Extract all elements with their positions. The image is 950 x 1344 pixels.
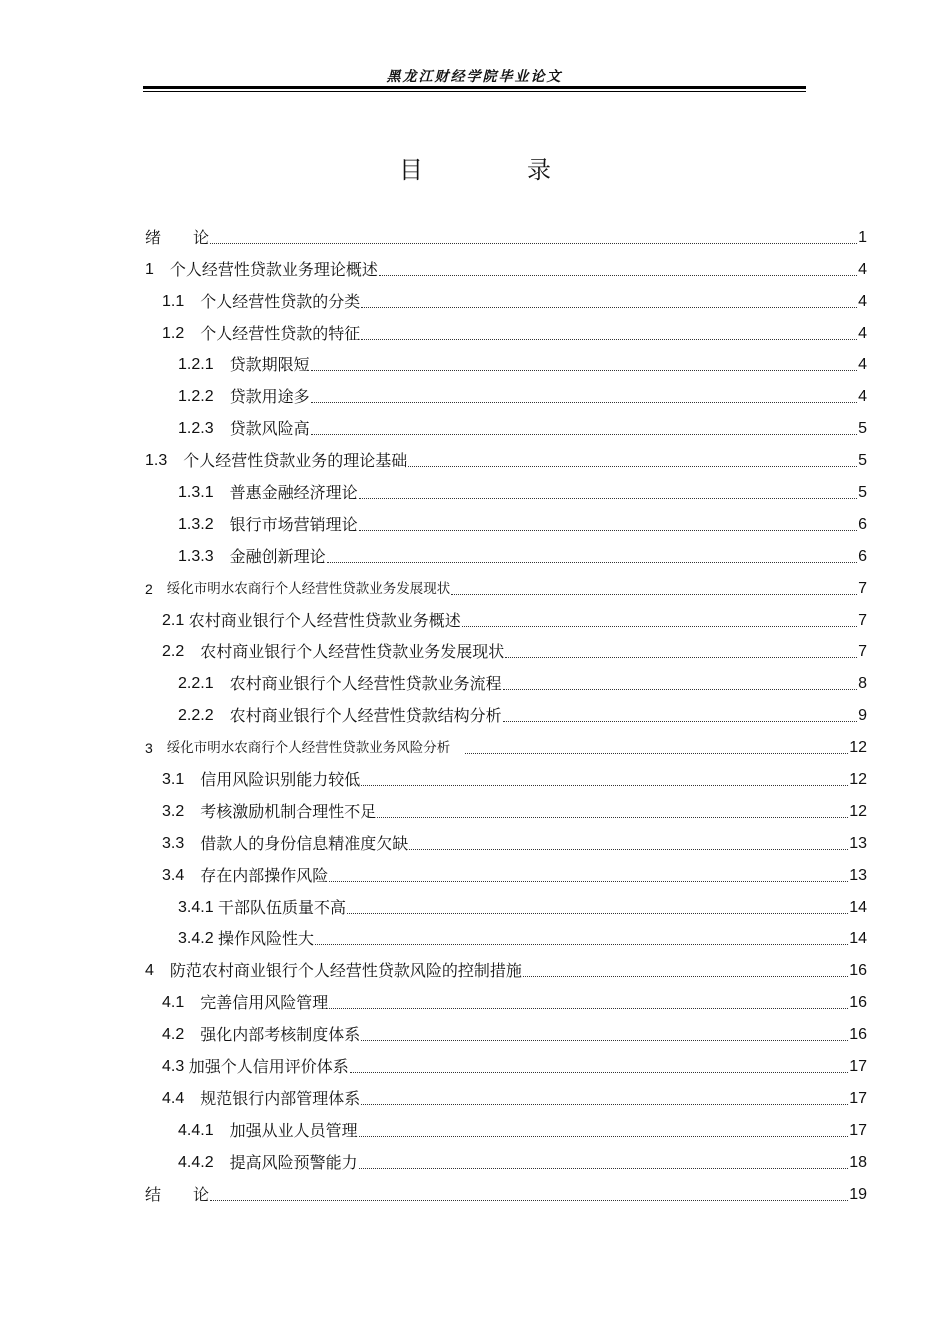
toc-dot-leader (361, 307, 857, 308)
toc-entry-title: 借款人的身份信息精准度欠缺 (200, 833, 409, 853)
toc-entry-page: 8 (858, 675, 867, 693)
toc-entry-number: 2.2.2 (178, 707, 230, 725)
toc-entry-title: 普惠金融经济理论 (229, 483, 358, 503)
toc-dot-leader (359, 530, 857, 531)
toc-entry-title: 个人经营性贷款业务理论概述 (169, 259, 378, 279)
toc-entry-number: 2.2 (162, 643, 201, 661)
toc-dot-leader (409, 849, 848, 850)
toc-entry-number: 1.2.1 (178, 356, 230, 374)
toc-entry-number: 3.4 (162, 866, 201, 884)
toc-entry[interactable] (145, 439, 867, 471)
toc-entry-page: 6 (858, 515, 867, 533)
toc-entry-number: 4 (145, 962, 170, 980)
toc-entry-title: 绥化市明水农商行个人经营性贷款业务风险分析 (166, 740, 464, 757)
toc-dot-leader (329, 1008, 848, 1009)
toc-entry-number: 4.4.1 (178, 1121, 230, 1139)
toc-entry-page: 16 (849, 994, 867, 1012)
toc-entry-title: 银行市场营销理论 (229, 514, 358, 534)
toc-entry-page: 13 (849, 866, 867, 884)
toc-entry-page: 4 (858, 388, 867, 406)
toc-entry-page: 4 (858, 356, 867, 374)
toc-entry-page: 19 (849, 1185, 867, 1203)
toc-entry[interactable] (145, 535, 867, 567)
toc-dot-leader (327, 562, 857, 563)
toc-entry[interactable] (145, 694, 867, 726)
toc-entry-title: 完善信用风险管理 (200, 993, 329, 1013)
toc-entry-number: 3.1 (162, 771, 201, 789)
toc-entry-title: 个人经营性贷款业务的理论基础 (183, 451, 408, 471)
toc-dot-leader (503, 721, 857, 722)
toc-title: 目 录 (399, 156, 591, 184)
toc-entry-title: 金融创新理论 (229, 546, 326, 566)
toc-entry-title: 农村商业银行个人经营性贷款结构分析 (229, 706, 502, 726)
toc-entry-page: 6 (858, 547, 867, 565)
toc-entry-title: 存在内部操作风险 (200, 865, 329, 885)
toc-entry[interactable] (145, 949, 867, 981)
toc-entry-title: 防范农村商业银行个人经营性贷款风险的控制措施 (169, 961, 522, 981)
toc-entry-number: 1.3.2 (178, 515, 230, 533)
toc-entry-number: 3.4.2 (178, 930, 219, 948)
toc-entry-page: 12 (849, 771, 867, 789)
toc-entry-number: 2.1 (162, 611, 189, 629)
toc-entry-number: 2 (145, 580, 167, 597)
toc-dot-leader (311, 370, 857, 371)
toc-dot-leader (359, 498, 857, 499)
toc-entry[interactable] (145, 1109, 867, 1141)
toc-entry-page: 5 (858, 452, 867, 470)
toc-dot-leader (451, 594, 857, 595)
toc-entry-title: 贷款风险高 (229, 419, 310, 439)
toc-dot-leader (523, 976, 848, 977)
toc-entry-title: 绪 论 (145, 227, 210, 247)
toc-dot-leader (361, 1104, 848, 1105)
toc-dot-leader (350, 1072, 849, 1073)
toc-entry-title: 规范银行内部管理体系 (200, 1088, 361, 1108)
toc-entry-title: 干部队伍质量不高 (218, 897, 347, 917)
toc-entry[interactable] (145, 758, 867, 790)
toc-dot-leader (377, 817, 848, 818)
toc-entry-number: 1.3.3 (178, 547, 230, 565)
toc-entry-page: 1 (858, 228, 867, 246)
toc-entry-number: 4.4 (162, 1089, 201, 1107)
toc-entry[interactable] (145, 726, 867, 758)
toc-dot-leader (210, 1200, 848, 1201)
toc-entry[interactable] (145, 471, 867, 503)
toc-entry[interactable] (145, 1045, 867, 1077)
table-of-contents (145, 216, 867, 1205)
toc-entry-page: 7 (858, 643, 867, 661)
toc-dot-leader (408, 466, 857, 467)
toc-entry-title: 加强个人信用评价体系 (188, 1057, 349, 1077)
toc-entry-page: 7 (858, 611, 867, 629)
toc-entry-title: 农村商业银行个人经营性贷款业务发展现状 (200, 642, 505, 662)
toc-entry-page: 5 (858, 484, 867, 502)
toc-dot-leader (465, 753, 848, 754)
toc-entry[interactable] (145, 407, 867, 439)
toc-entry[interactable] (145, 567, 867, 599)
toc-entry-page: 4 (858, 324, 867, 342)
toc-entry-title: 提高风险预警能力 (229, 1152, 358, 1172)
toc-dot-leader (505, 657, 857, 658)
toc-dot-leader (361, 1040, 848, 1041)
toc-entry-title: 农村商业银行个人经营性贷款业务概述 (188, 610, 461, 630)
toc-dot-leader (462, 626, 857, 627)
toc-entry-page: 5 (858, 420, 867, 438)
header-rule-thick (143, 86, 806, 89)
toc-entry[interactable] (145, 599, 867, 631)
toc-dot-leader (311, 434, 857, 435)
toc-entry-page: 16 (849, 1026, 867, 1044)
toc-entry[interactable] (145, 344, 867, 376)
toc-entry-page: 17 (849, 1089, 867, 1107)
toc-entry-page: 4 (858, 260, 867, 278)
toc-entry[interactable] (145, 854, 867, 886)
toc-dot-leader (311, 402, 857, 403)
toc-entry-number: 3.3 (162, 834, 201, 852)
toc-entry[interactable] (145, 1013, 867, 1045)
toc-entry-number: 2.2.1 (178, 675, 230, 693)
toc-entry-number: 1.2.2 (178, 388, 230, 406)
toc-entry-page: 9 (858, 707, 867, 725)
toc-entry-number: 4.1 (162, 994, 201, 1012)
toc-entry[interactable] (145, 1173, 867, 1205)
toc-entry-title: 信用风险识别能力较低 (200, 770, 361, 790)
toc-entry-page: 14 (849, 930, 867, 948)
toc-entry-number: 3.2 (162, 802, 201, 820)
running-header: 黑龙江财经学院毕业论文 (386, 69, 563, 85)
toc-entry[interactable] (145, 375, 867, 407)
header-rule-thin (143, 91, 806, 92)
toc-entry-page: 12 (849, 739, 867, 757)
toc-entry[interactable] (145, 216, 867, 248)
toc-entry-number: 1.1 (162, 292, 201, 310)
toc-entry-title: 绥化市明水农商行个人经营性贷款业务发展现状 (166, 580, 451, 597)
toc-dot-leader (359, 1136, 849, 1137)
toc-entry-page: 7 (858, 579, 867, 597)
toc-entry-page: 4 (858, 292, 867, 310)
toc-dot-leader (347, 913, 848, 914)
toc-entry[interactable] (145, 918, 867, 950)
toc-entry[interactable] (145, 280, 867, 312)
toc-entry-page: 17 (849, 1121, 867, 1139)
toc-entry-page: 18 (849, 1153, 867, 1171)
toc-dot-leader (329, 881, 848, 882)
toc-entry-number: 3.4.1 (178, 898, 219, 916)
toc-entry[interactable] (145, 981, 867, 1013)
toc-entry-title: 农村商业银行个人经营性贷款业务流程 (229, 674, 502, 694)
toc-entry-number: 1 (145, 260, 170, 278)
toc-dot-leader (361, 785, 848, 786)
toc-entry-title: 个人经营性贷款的特征 (200, 323, 361, 343)
toc-entry-page: 14 (849, 898, 867, 916)
toc-entry[interactable] (145, 503, 867, 535)
toc-entry-title: 结 论 (145, 1184, 210, 1204)
toc-entry[interactable] (145, 631, 867, 663)
toc-entry-title: 个人经营性贷款的分类 (200, 291, 361, 311)
toc-dot-leader (315, 944, 848, 945)
toc-entry[interactable] (145, 790, 867, 822)
toc-entry-title: 加强从业人员管理 (229, 1120, 358, 1140)
toc-dot-leader (361, 339, 857, 340)
toc-entry-page: 16 (849, 962, 867, 980)
toc-dot-leader (210, 243, 857, 244)
toc-entry[interactable] (145, 248, 867, 280)
toc-dot-leader (359, 1168, 849, 1169)
toc-dot-leader (503, 689, 857, 690)
toc-entry[interactable] (145, 1141, 867, 1173)
toc-entry-number: 1.3.1 (178, 484, 230, 502)
toc-entry-number: 4.4.2 (178, 1153, 230, 1171)
toc-entry-page: 17 (849, 1058, 867, 1076)
toc-entry[interactable] (145, 886, 867, 918)
toc-entry-title: 强化内部考核制度体系 (200, 1025, 361, 1045)
toc-entry-title: 考核激励机制合理性不足 (200, 801, 377, 821)
toc-entry-title: 贷款用途多 (229, 387, 310, 407)
toc-entry[interactable] (145, 1077, 867, 1109)
toc-entry-number: 4.3 (162, 1058, 189, 1076)
toc-entry-title: 操作风险性大 (218, 929, 315, 949)
toc-dot-leader (379, 275, 857, 276)
toc-entry-page: 13 (849, 834, 867, 852)
toc-entry[interactable] (145, 312, 867, 344)
toc-entry-number: 1.2 (162, 324, 201, 342)
toc-entry-number: 1.3 (145, 452, 184, 470)
toc-entry-page: 12 (849, 802, 867, 820)
toc-entry[interactable] (145, 662, 867, 694)
toc-entry-number: 1.2.3 (178, 420, 230, 438)
toc-entry-number: 3 (145, 740, 167, 757)
toc-entry-title: 贷款期限短 (229, 355, 310, 375)
toc-entry[interactable] (145, 822, 867, 854)
toc-entry-number: 4.2 (162, 1026, 201, 1044)
